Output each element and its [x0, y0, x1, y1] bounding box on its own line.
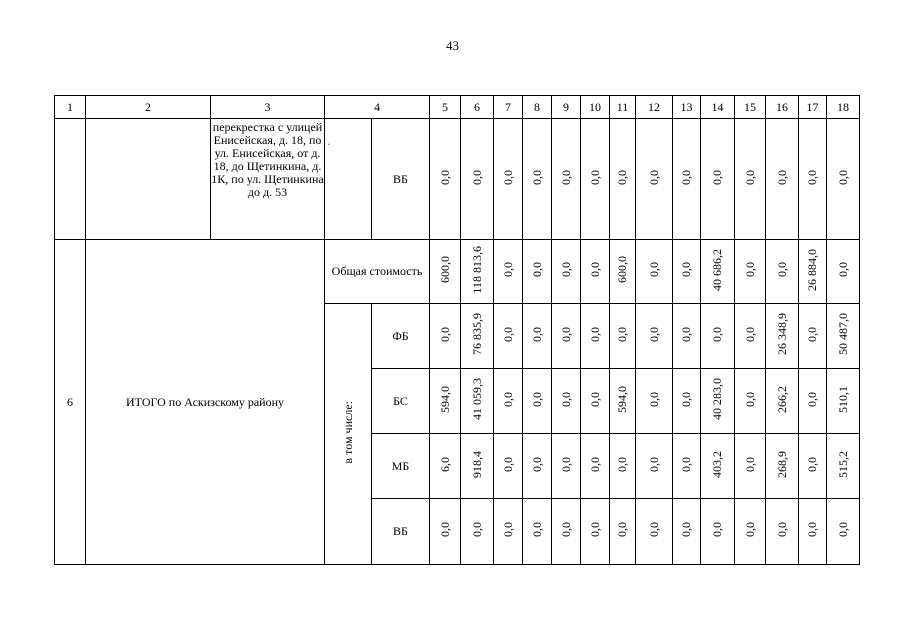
table-row	[55, 240, 860, 304]
budget-table	[54, 95, 860, 565]
cell-value: 0,0	[529, 522, 544, 537]
cell-value: 0,0	[774, 262, 789, 277]
cell-value: 0,0	[710, 169, 724, 185]
column-header: 15	[735, 96, 766, 119]
cell-value: 0,0	[742, 326, 757, 342]
table-cell	[523, 304, 552, 369]
cell-value: 41 059,3	[469, 378, 484, 420]
cell-value: 0,0	[500, 391, 515, 407]
cell-value: 918,4	[469, 450, 484, 478]
cell-value: 0,0	[742, 169, 757, 185]
column-header: 3	[211, 96, 325, 119]
cell-value: 0,0	[805, 326, 819, 342]
cell-value: 0,0	[469, 169, 484, 185]
cell-value: 0,0	[835, 169, 850, 185]
table-cell	[827, 240, 860, 304]
table-cell	[766, 369, 799, 434]
cell-value: 403,2	[710, 450, 724, 478]
cell-value: 0,0	[558, 456, 573, 472]
cell-value: 26 884,0	[805, 248, 819, 291]
table-cell	[430, 369, 461, 434]
column-header: 1	[55, 96, 86, 119]
table-cell	[430, 434, 461, 499]
table-cell	[827, 369, 860, 434]
column-header: 4	[325, 96, 430, 119]
table-cell	[673, 304, 701, 369]
table-cell	[494, 240, 523, 304]
table-cell	[552, 434, 581, 499]
table-cell	[610, 240, 636, 304]
table-cell	[494, 369, 523, 434]
cell-value: 0,0	[679, 456, 693, 472]
cell-value: 0,0	[529, 262, 544, 277]
cell-value: 0,0	[742, 522, 757, 537]
table-cell	[701, 119, 735, 240]
district-total-name: ИТОГО по Аскизскому району	[86, 240, 325, 565]
cell-value: 0,0	[710, 522, 724, 537]
column-header: 14	[701, 96, 735, 119]
table-cell	[799, 119, 827, 240]
cell-value: 600,0	[615, 256, 629, 283]
cell-value: 0,0	[615, 169, 629, 185]
cell-value: 0,0	[587, 391, 602, 407]
table-cell	[827, 119, 860, 240]
table-cell	[799, 304, 827, 369]
cell-value: 0,0	[558, 522, 573, 537]
table-cell	[701, 499, 735, 565]
cell-value: 600,0	[437, 256, 452, 283]
table-cell	[766, 499, 799, 565]
cell-value: 268,9	[774, 450, 789, 478]
table-cell	[610, 499, 636, 565]
table-cell	[461, 119, 494, 240]
column-header: 11	[610, 96, 636, 119]
cell-value: 266,2	[774, 385, 789, 413]
cell-value: 0,0	[710, 326, 724, 342]
cell-value: 76 835,9	[469, 313, 484, 355]
cell-value: 0,0	[529, 169, 544, 185]
table-cell	[610, 119, 636, 240]
table-cell	[735, 499, 766, 565]
table-cell	[461, 369, 494, 434]
table-cell	[430, 304, 461, 369]
table-cell	[735, 304, 766, 369]
cell-value: 40 686,2	[710, 248, 724, 291]
table-cell	[581, 499, 610, 565]
table-cell	[799, 240, 827, 304]
table-cell	[636, 369, 673, 434]
cell-value: 0,0	[646, 456, 661, 472]
funding-label: ВБ	[372, 119, 430, 240]
cell-value: 0,0	[437, 522, 452, 537]
table-cell	[701, 434, 735, 499]
table-cell	[636, 119, 673, 240]
cell-value: 0,0	[587, 522, 602, 537]
column-header: 10	[581, 96, 610, 119]
cell-value: 0,0	[646, 262, 661, 277]
cell-value: 0,0	[774, 169, 789, 185]
table-cell	[552, 304, 581, 369]
cell-value: 0,0	[500, 456, 515, 472]
cell-value: 0,0	[679, 169, 693, 185]
funding-label: МБ	[372, 434, 430, 499]
cell-value: 510,1	[835, 385, 850, 413]
column-header: 7	[494, 96, 523, 119]
table-cell	[430, 499, 461, 565]
mark-cell: ·	[325, 119, 372, 240]
column-header: 12	[636, 96, 673, 119]
table-cell	[461, 499, 494, 565]
table-cell	[610, 434, 636, 499]
cell-value: 0,0	[558, 262, 573, 277]
cell-value: 0,0	[646, 391, 661, 407]
cell-value: 40 283,0	[710, 378, 724, 420]
cell-value: 0,0	[587, 456, 602, 472]
table-cell	[636, 434, 673, 499]
cell-value: 0,0	[587, 326, 602, 342]
column-header: 2	[86, 96, 211, 119]
cell-value: 0,0	[500, 262, 515, 277]
cell-value: 0,0	[500, 326, 515, 342]
table-cell	[581, 304, 610, 369]
row-number: 6	[55, 240, 86, 565]
cell-value: 50 487,0	[835, 313, 850, 355]
table-cell	[673, 240, 701, 304]
page-number: 43	[446, 38, 459, 53]
table-cell	[636, 240, 673, 304]
column-header: 8	[523, 96, 552, 119]
empty-cell	[86, 119, 211, 240]
cell-value: 0,0	[805, 391, 819, 407]
cell-value: 0,0	[500, 169, 515, 185]
table-cell	[581, 434, 610, 499]
cell-value: 515,2	[835, 450, 850, 478]
table-cell	[827, 304, 860, 369]
column-header: 6	[461, 96, 494, 119]
table-cell	[735, 240, 766, 304]
table-cell	[673, 434, 701, 499]
table-cell	[461, 434, 494, 499]
table-cell	[552, 240, 581, 304]
cell-value: 0,0	[835, 262, 850, 277]
column-header: 18	[827, 96, 860, 119]
cell-value: 0,0	[500, 522, 515, 537]
cell-value: 0,0	[774, 522, 789, 537]
cell-value: 6,0	[437, 456, 452, 472]
cell-value: 0,0	[646, 169, 661, 185]
table-cell	[581, 119, 610, 240]
table-cell	[523, 434, 552, 499]
column-header: 9	[552, 96, 581, 119]
table-cell	[799, 369, 827, 434]
table-cell	[523, 240, 552, 304]
cell-value: 0,0	[529, 326, 544, 342]
table-cell	[735, 119, 766, 240]
cell-value: 0,0	[805, 456, 819, 472]
cell-value: 0,0	[587, 169, 602, 185]
cell-value: 0,0	[437, 169, 452, 185]
table-cell	[523, 499, 552, 565]
table-cell	[494, 499, 523, 565]
table-cell	[636, 304, 673, 369]
cell-value: 0,0	[615, 456, 629, 472]
cell-value: 0,0	[742, 391, 757, 407]
table-cell	[735, 369, 766, 434]
cell-value: 0,0	[529, 391, 544, 407]
funding-label: ФБ	[372, 304, 430, 369]
column-header: 17	[799, 96, 827, 119]
table-cell	[552, 119, 581, 240]
cell-value: 594,0	[615, 385, 629, 413]
cell-value: 0,0	[437, 326, 452, 342]
table-cell	[735, 434, 766, 499]
cell-value: 0,0	[558, 391, 573, 407]
total-cost-label: Общая стоимость	[325, 240, 430, 304]
cell-value: 0,0	[529, 456, 544, 472]
cell-value: 0,0	[679, 391, 693, 407]
funding-label: ВБ	[372, 499, 430, 565]
table-cell	[523, 119, 552, 240]
cell-value: 0,0	[646, 522, 661, 537]
table-cell	[610, 369, 636, 434]
cell-value: 0,0	[558, 169, 573, 185]
table-cell	[461, 240, 494, 304]
cell-value: 0,0	[679, 522, 693, 537]
table-cell	[523, 369, 552, 434]
table-cell	[581, 369, 610, 434]
table-cell	[766, 119, 799, 240]
cell-value: 594,0	[437, 385, 452, 413]
column-header: 13	[673, 96, 701, 119]
table-cell	[461, 304, 494, 369]
table-cell	[673, 499, 701, 565]
cell-value: 0,0	[587, 262, 602, 277]
cell-value: 0,0	[558, 326, 573, 342]
address-cell: перекрестка с улицей Енисейская, д. 18, по ул. Енисейская, от д. 18, до Щетинкина, д. 1К, по ул. Щетинкина до д. 53	[211, 119, 325, 240]
table-cell	[430, 240, 461, 304]
table-cell	[799, 499, 827, 565]
cell-value: 0,0	[835, 522, 850, 537]
table-cell	[494, 304, 523, 369]
table-cell	[430, 119, 461, 240]
table-cell	[766, 434, 799, 499]
table-cell	[552, 499, 581, 565]
table-cell	[610, 304, 636, 369]
empty-cell	[55, 119, 86, 240]
header-row	[55, 96, 860, 119]
funding-label: БС	[372, 369, 430, 434]
cell-value: 0,0	[742, 262, 757, 277]
cell-value: 0,0	[742, 456, 757, 472]
table-cell	[494, 434, 523, 499]
column-header: 16	[766, 96, 799, 119]
table-cell	[766, 240, 799, 304]
table-cell	[673, 119, 701, 240]
cell-value: 0,0	[805, 522, 819, 537]
including-label	[325, 304, 372, 565]
cell-value: 0,0	[805, 169, 819, 185]
table-cell	[701, 240, 735, 304]
table-cell	[494, 119, 523, 240]
table-cell	[827, 499, 860, 565]
table-cell	[799, 434, 827, 499]
table-cell	[701, 369, 735, 434]
table-cell	[766, 304, 799, 369]
table-cell	[581, 240, 610, 304]
cell-value: 0,0	[679, 262, 693, 277]
cell-value: 0,0	[646, 326, 661, 342]
table-cell	[701, 304, 735, 369]
table-cell	[552, 369, 581, 434]
table-cell	[673, 369, 701, 434]
column-header: 5	[430, 96, 461, 119]
cell-value: 0,0	[469, 522, 484, 537]
cell-value: 118 813,6	[469, 245, 484, 294]
cell-value: 26 348,9	[774, 313, 789, 355]
table-cell	[636, 499, 673, 565]
cell-value: 0,0	[615, 326, 629, 342]
table-row	[55, 119, 860, 240]
cell-value: в том числе:	[340, 400, 355, 464]
cell-value: 0,0	[679, 326, 693, 342]
table-cell	[827, 434, 860, 499]
cell-value: 0,0	[615, 522, 629, 537]
